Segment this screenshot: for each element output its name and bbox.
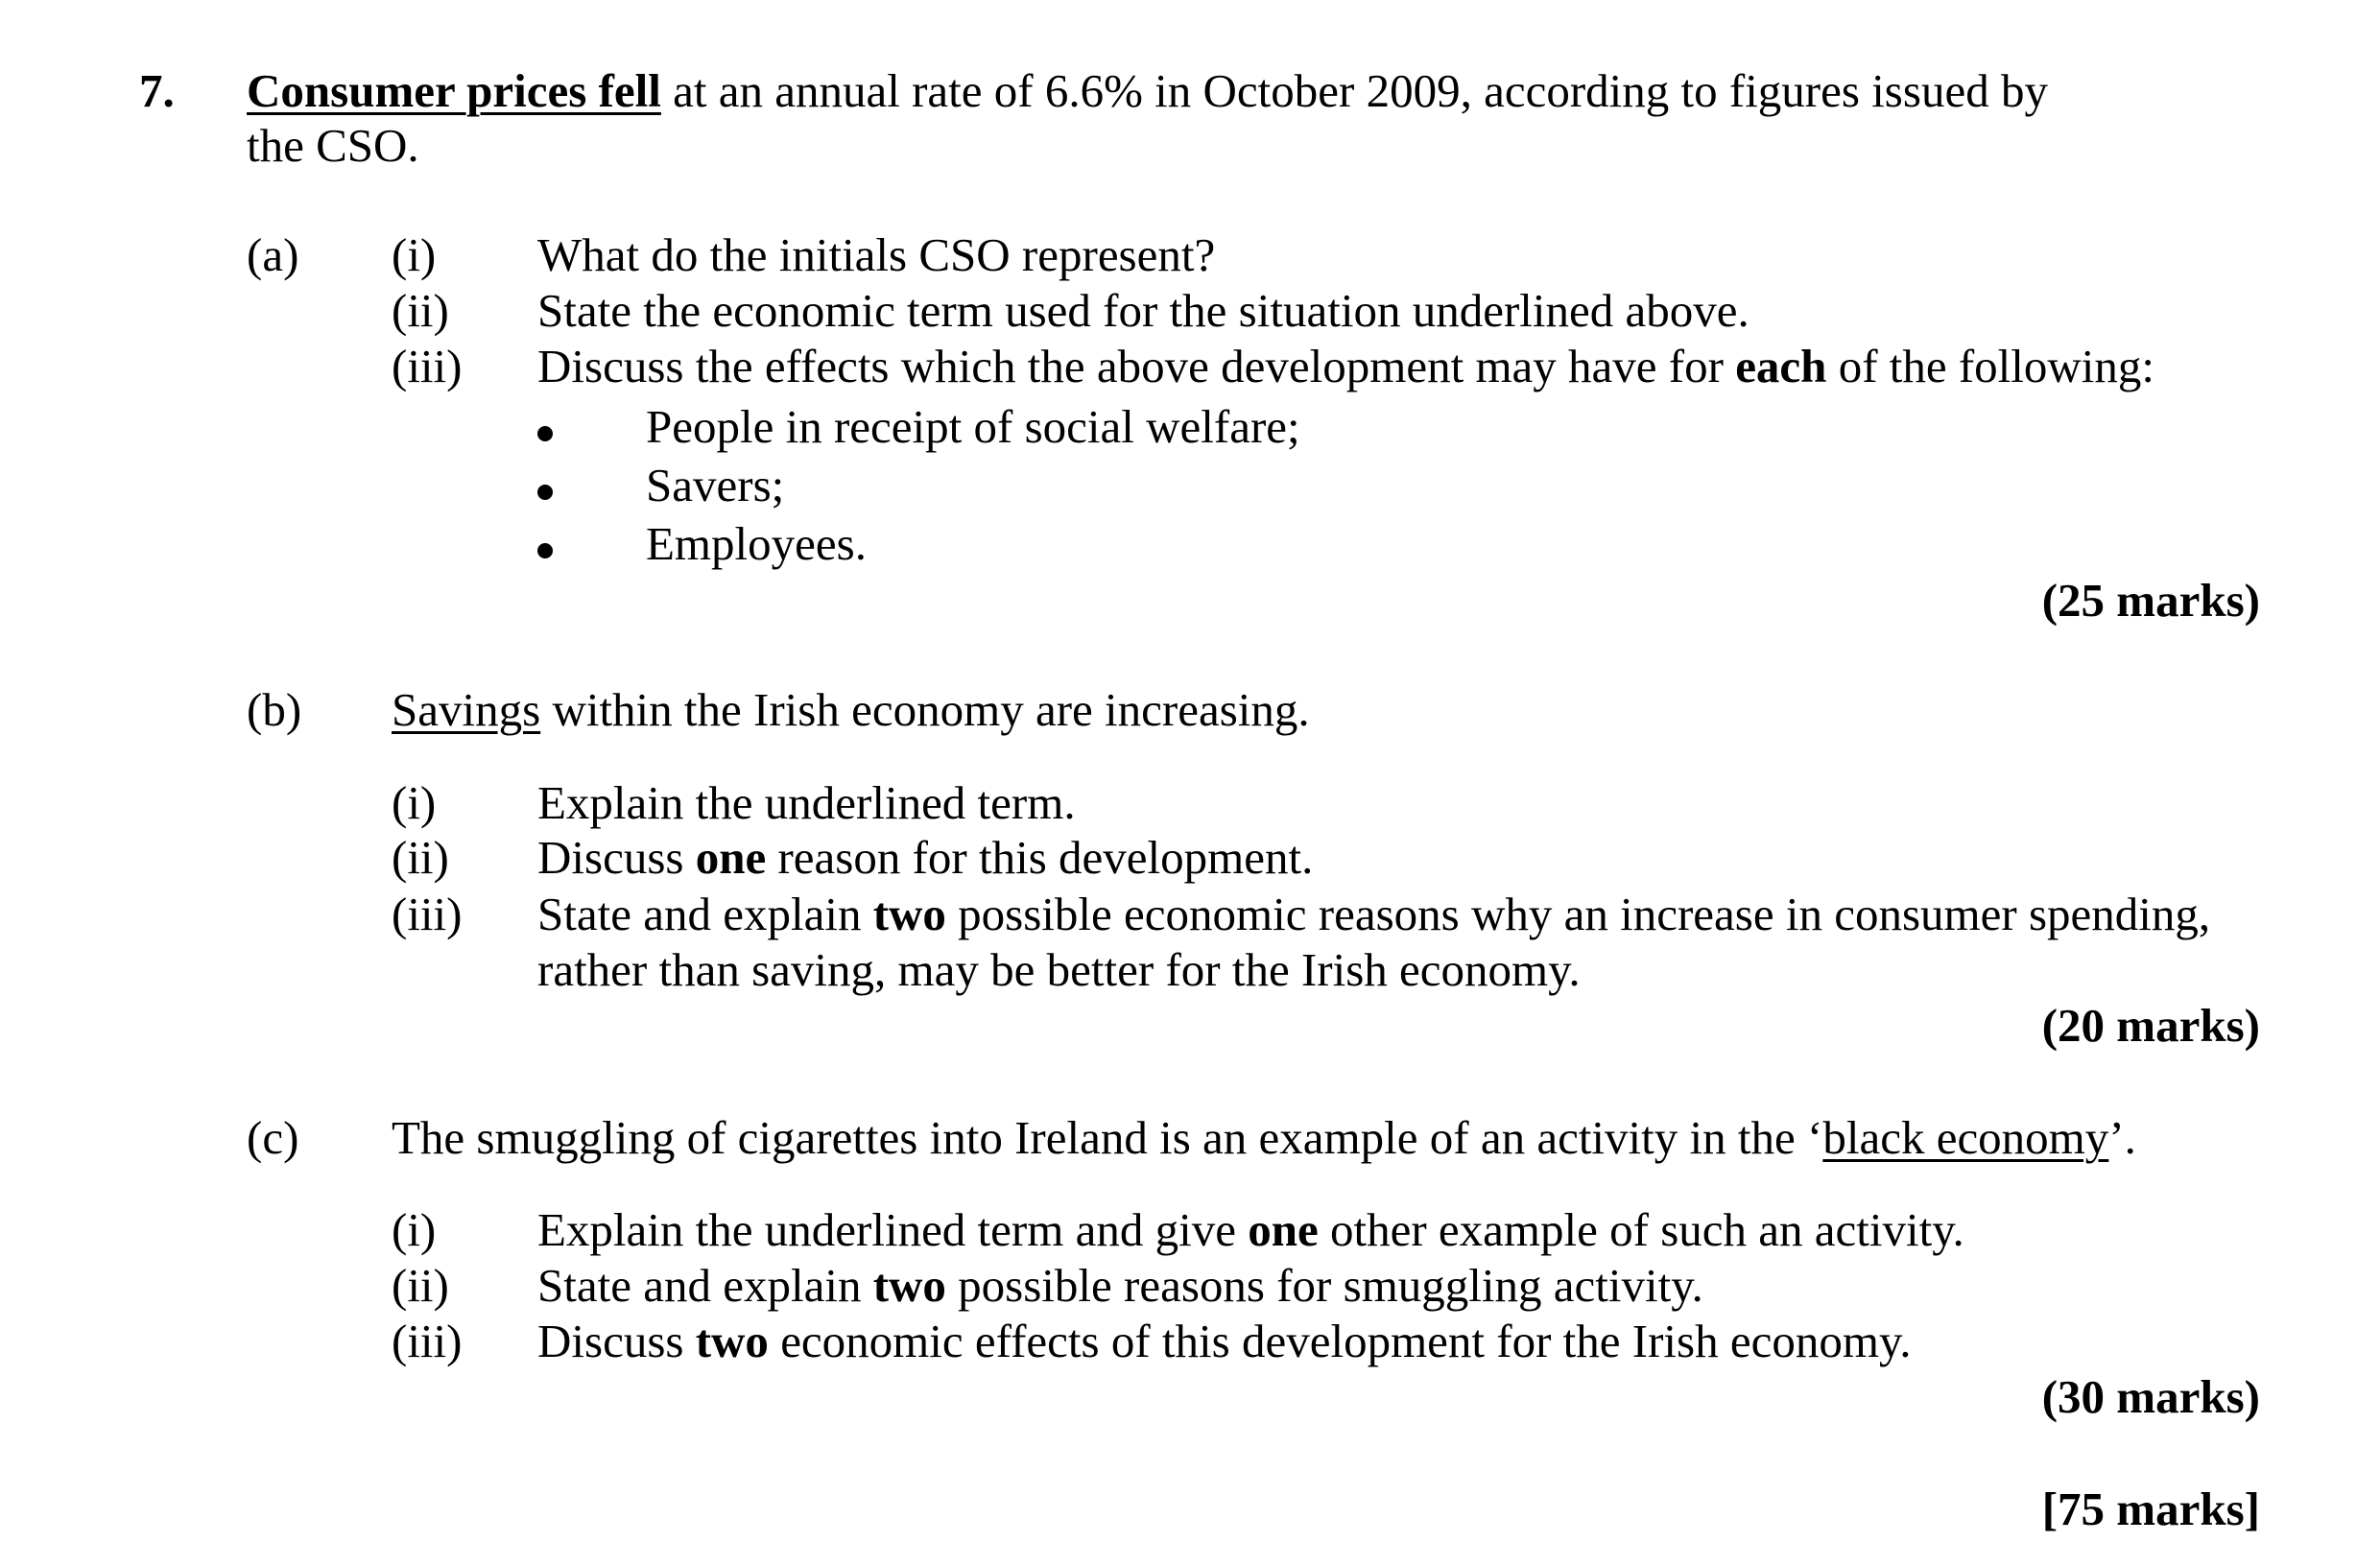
part-a-item-ii-num: (ii) — [392, 284, 449, 337]
part-c-item-ii-text — [537, 1259, 1703, 1312]
question-number: 7. — [139, 64, 175, 117]
part-a-item-ii-text: State the economic term used for the situation underlined above. — [537, 284, 1749, 337]
part-b-stem — [392, 683, 1310, 736]
bullet-icon — [537, 543, 553, 558]
part-c-item-i-text — [537, 1203, 1964, 1256]
question-intro-line2: the CSO. — [247, 119, 419, 172]
part-a-bullet-2: Savers; — [646, 459, 785, 511]
part-b-label: (b) — [247, 683, 302, 736]
text-segment: Discuss the effects which the above development may have for — [537, 340, 1736, 392]
text-segment: reason for this development. — [766, 831, 1314, 884]
part-b-item-iii-text — [537, 888, 2211, 940]
text-segment: within the Irish economy are increasing. — [540, 683, 1310, 736]
text-segment: economic effects of this development for the Irish economy. — [768, 1315, 1912, 1367]
text-segment: The smuggling of cigarettes into Ireland is an example of an activity in the ‘ — [392, 1111, 1823, 1164]
part-b-item-i-num: (i) — [392, 776, 437, 829]
part-c-item-iii-text — [537, 1315, 1912, 1367]
text-segment: State and explain — [537, 1259, 873, 1312]
text-segment: possible economic reasons why an increase in consumer spending, — [945, 888, 2211, 940]
part-c-item-ii-num: (ii) — [392, 1259, 449, 1312]
question-intro-line1 — [247, 64, 2048, 117]
part-a-label: (a) — [247, 228, 299, 281]
text-segment: State and explain — [537, 888, 873, 940]
text-segment: other example of such an activity. — [1318, 1203, 1964, 1256]
part-c-item-i-num: (i) — [392, 1203, 437, 1256]
text-segment: Discuss — [537, 1315, 696, 1367]
part-a-item-i-text: What do the initials CSO represent? — [537, 228, 1216, 281]
part-c-marks: (30 marks) — [2041, 1370, 2260, 1423]
part-c-label: (c) — [247, 1111, 299, 1164]
part-a-bullet-1: People in receipt of social welfare; — [646, 400, 1300, 453]
text-segment: ’. — [2108, 1111, 2136, 1164]
stem-underlined-term: black economy — [1822, 1111, 2109, 1164]
part-b-marks: (20 marks) — [2041, 999, 2260, 1052]
bullet-icon — [537, 485, 553, 500]
part-b-item-i-text: Explain the underlined term. — [537, 776, 1076, 829]
emphasis-word: two — [872, 888, 946, 940]
bullet-icon — [537, 426, 553, 441]
part-b-item-iii-text-line2: rather than saving, may be better for the Irish economy. — [537, 943, 1581, 996]
emphasis-word: two — [695, 1315, 769, 1367]
part-a-item-i-num: (i) — [392, 228, 437, 281]
part-a-item-iii-num: (iii) — [392, 340, 463, 392]
part-b-item-ii-text — [537, 831, 1314, 884]
part-b-item-ii-num: (ii) — [392, 831, 449, 884]
part-c-item-iii-num: (iii) — [392, 1315, 463, 1367]
emphasis-word: one — [1248, 1203, 1319, 1256]
text-segment: possible reasons for smuggling activity. — [945, 1259, 1703, 1312]
emphasis-word: two — [872, 1259, 946, 1312]
stem-underlined-term: Savings — [392, 683, 541, 736]
part-a-marks: (25 marks) — [2041, 574, 2260, 627]
intro-underlined-phrase: Consumer prices fell — [247, 64, 661, 117]
emphasis-word: one — [695, 831, 767, 884]
intro-text: at an annual rate of 6.6% in October 2009, according to figures issued by — [660, 64, 2048, 117]
part-a-item-iii-text — [537, 340, 2155, 392]
part-c-stem — [392, 1111, 2136, 1164]
total-marks: [75 marks] — [2041, 1483, 2260, 1535]
text-segment: Discuss — [537, 831, 696, 884]
part-b-item-iii-num: (iii) — [392, 888, 463, 940]
emphasis-word: each — [1735, 340, 1827, 392]
text-segment: Explain the underlined term and give — [537, 1203, 1249, 1256]
text-segment: of the following: — [1826, 340, 2155, 392]
part-a-bullet-3: Employees. — [646, 517, 867, 570]
